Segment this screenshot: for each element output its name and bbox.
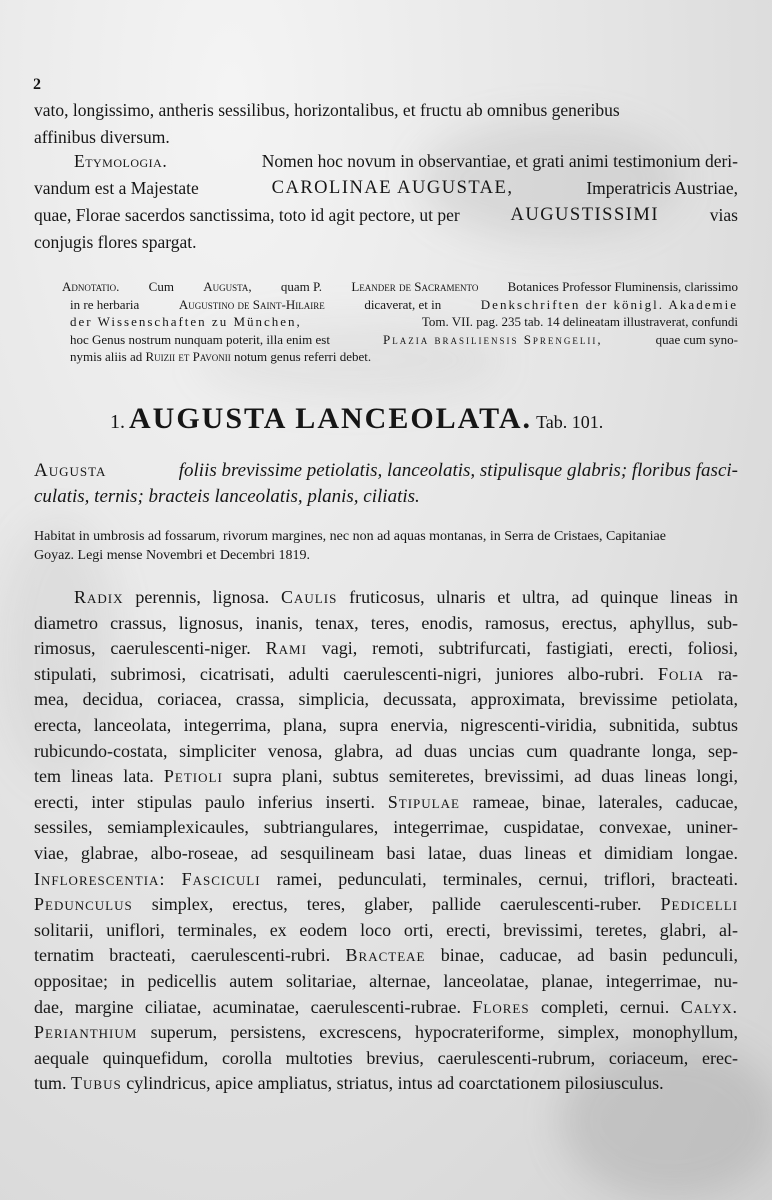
text-span: Plazia brasiliensis Sprengelii, [382, 331, 603, 347]
description-line [34, 943, 738, 969]
text-span: ternatim bracteati, caerulescenti-rubri. [34, 945, 346, 966]
habitat-paragraph [34, 527, 738, 565]
text-span: tum. [34, 1073, 72, 1094]
text-span: Nomen hoc novum in observantiae, et grati animi testimonium deri- [261, 151, 738, 171]
text-line [34, 124, 738, 151]
text-span: ra- [704, 663, 738, 684]
text-span: binae, caducae, ad basin pedunculi, [425, 945, 738, 966]
text-line [34, 97, 738, 124]
description-line [34, 764, 738, 790]
text-span: dae, margine ciliatae, acuminatae, caerulescenti-rubrae. [34, 996, 473, 1017]
text-span: vato, longissimo, antheris sessilibus, horizontalibus, et fructu ab omnibus generibus [34, 100, 620, 120]
text-span: culatis, ternis; bracteis lanceolatis, planis, ciliatis. [34, 486, 420, 507]
text-span: hoc Genus nostrum nunquam poterit, illa enim est [70, 331, 330, 347]
description-line [34, 687, 738, 713]
empress-name: CAROLINAE AUGUSTAE, [271, 178, 514, 198]
text-span: fruticosus, ulnaris et ultra, ad quinque lineas in [337, 587, 738, 607]
text-span: superum, persistens, excrescens, hypocrateriforme, simplex, monophyllum, [137, 1022, 738, 1043]
term-smallcaps: Radix [74, 587, 124, 607]
text-line [34, 175, 738, 202]
description-line [34, 790, 738, 816]
term-smallcaps: Inflorescentia: [34, 868, 166, 889]
term-smallcaps: Stipulae [387, 791, 460, 812]
text-span: oppositae; in pedicellis autem solitariae, alternae, lanceolatae, planae, integerrimae, nu- [34, 970, 738, 991]
description-line-text [34, 892, 738, 918]
text-span: Tom. VII. pag. 235 tab. 14 delineatam illustraverat, confundi [421, 314, 738, 329]
text-span: Habitat in umbrosis ad fossarum, rivorum margines, nec non ad aquas montanas, in Serra de Cristaes, Capitaniae [34, 529, 666, 544]
text-line [34, 229, 738, 256]
term-smallcaps: Calyx. [680, 996, 738, 1017]
text-line [34, 484, 738, 510]
plate-reference: Tab. 101. [536, 412, 604, 432]
text-span: rubicundo-costata, simpliciter venosa, glabra, ad duas uncias cum quadrante longa, sep- [34, 740, 738, 761]
text-span: dicaverat, et in [364, 296, 442, 312]
text-span: conjugis flores spargat. [34, 232, 197, 252]
description-line-text [34, 739, 738, 765]
description-line [34, 1020, 738, 1046]
text-span: Denkschriften der königl. Akademie [480, 296, 738, 312]
etymology-label: Etymologia. [74, 151, 168, 171]
description-line [34, 713, 738, 739]
description-line-text [34, 636, 738, 662]
description-line-text [74, 585, 738, 611]
description-line-text [34, 713, 738, 739]
description-line-text [34, 815, 738, 841]
description-line [34, 815, 738, 841]
text-line [34, 202, 738, 229]
term-smallcaps: Folia [658, 663, 705, 684]
text-line [34, 527, 738, 546]
species-heading [110, 402, 603, 436]
text-span: notum genus referri debet. [233, 349, 372, 364]
term-smallcaps: Tubus [71, 1073, 122, 1094]
text-span: ramei, pedunculati, terminales, cernui, triflori, bracteati. [260, 868, 738, 889]
text-span: viae, glabrae, albo-roseae, ad sesquilineam basi latae, duas lineas et dimidiam longae. [34, 842, 738, 863]
text-span: Leander de Sacramento [351, 279, 479, 294]
text-span: foliis brevissime petiolatis, lanceolatis, stipulisque glabris; floribus fasci- [178, 460, 738, 481]
text-span: mea, decidua, coriacea, crassa, simplicia, decussata, approximata, brevissime petiolata, [34, 689, 738, 710]
text-line [34, 148, 738, 175]
text-span: cylindricus, apice ampliatus, striatus, intus ad coarctationem pilosiusculus. [121, 1073, 664, 1094]
description-line [34, 892, 738, 918]
description-line-text [34, 1046, 738, 1072]
description-line-text [34, 969, 738, 995]
text-span: aequale quinquefidum, corolla multoties brevius, caerulescenti-rubrum, coriaceum, erec- [34, 1047, 738, 1068]
text-span [165, 869, 181, 889]
term-smallcaps: Rami [265, 638, 307, 659]
text-span: stipulati, subrimosi, cicatrisati, adulti caerulescenti-nigri, juniores albo-rubri. [34, 663, 658, 684]
description-line-text [34, 995, 738, 1021]
text-line [34, 546, 738, 565]
description-line [34, 739, 738, 765]
text-span: nymis aliis ad [70, 349, 143, 364]
text-span: quam P. [280, 279, 323, 294]
text-span: erecti, inter stipulas paulo inferius inserti. [34, 791, 388, 812]
text-span: in re herbaria [70, 296, 140, 312]
description-line [34, 611, 738, 637]
description-paragraph [34, 585, 738, 1097]
text-span: simplex, erectus, teres, glaber, pallide caerulescenti-ruber. [132, 894, 661, 915]
species-title: AUGUSTA LANCEOLATA. [129, 402, 533, 435]
description-line [34, 1071, 738, 1097]
text-line [34, 458, 738, 484]
emperor-name: AUGUSTISSIMI [510, 205, 660, 225]
text-line [62, 278, 738, 296]
term-smallcaps: Perianthium [34, 1022, 138, 1043]
intro-paragraph [34, 97, 738, 151]
species-number: 1. [110, 411, 125, 433]
description-line-text [34, 662, 738, 688]
term-smallcaps: Pedicelli [660, 894, 738, 915]
term-smallcaps: Pedunculus [34, 894, 133, 915]
text-span: solitarii, uniflori, terminales, ex eodem loco orti, erecti, brevissimi, teretes, glabri, al- [34, 919, 738, 940]
term-smallcaps: Petioli [163, 766, 223, 787]
text-line [62, 348, 738, 366]
text-span: quae, Florae sacerdos sanctissima, toto id agit pectore, ut per [34, 205, 460, 225]
description-line [34, 636, 738, 662]
text-line [62, 296, 738, 314]
text-span: Goyaz. Legi mense Novembri et Decembri 1819. [34, 548, 311, 563]
page-number: 2 [33, 76, 41, 93]
description-line [34, 918, 738, 944]
description-line [34, 662, 738, 688]
text-span: der Wissenschaften zu München, [70, 314, 302, 329]
description-line-text [34, 1020, 738, 1046]
text-span: completi, cernui. [529, 996, 681, 1017]
description-line-text [34, 841, 738, 867]
description-line [34, 969, 738, 995]
description-line [34, 995, 738, 1021]
annotation-paragraph [62, 278, 738, 366]
term-smallcaps: Fasciculi [181, 868, 261, 889]
text-span: quae cum syno- [655, 331, 738, 347]
description-line [34, 841, 738, 867]
term-smallcaps: Bracteae [345, 945, 426, 966]
description-line-text [34, 943, 738, 969]
text-span: erecta, lanceolata, integerrima, plana, supra enervia, nigrescenti-viridia, subnitida, subtus [34, 714, 738, 735]
text-span: Augusta, [203, 279, 252, 294]
text-span: Augustino de Saint-Hilaire [178, 296, 325, 312]
text-span: vagi, remoti, subtrifurcati, fastigiati, erecti, foliosi, [306, 638, 738, 659]
description-line-text [34, 918, 738, 944]
genus-name: Augusta [34, 460, 107, 481]
diagnosis-paragraph [34, 458, 738, 510]
description-line-text [34, 790, 738, 816]
description-line-text [34, 1071, 738, 1097]
description-line-text [34, 611, 738, 637]
text-span: vias [709, 205, 738, 225]
text-span: sessiles, semiamplexicaules, subtriangulares, integerrimae, cuspidatae, convexae, uniner- [34, 817, 738, 838]
text-span: vandum est a Majestate [34, 178, 199, 198]
text-line [62, 331, 738, 349]
description-line [34, 585, 738, 611]
description-line [34, 1046, 738, 1072]
text-span: Cum [148, 279, 174, 294]
term-smallcaps: Flores [472, 996, 530, 1017]
text-span: Ruizii et Pavonii [145, 349, 231, 364]
term-smallcaps: Caulis [281, 587, 338, 607]
text-span: supra plani, subtus semiteretes, brevissimi, ad duas lineas longi, [222, 766, 738, 787]
text-span: Imperatricis Austriae, [586, 178, 738, 198]
text-span: rameae, binae, laterales, caducae, [459, 791, 738, 812]
text-span: affinibus diversum. [34, 127, 170, 147]
text-span: diametro crassus, lignosus, inanis, tenax, teres, enodis, ramosus, erectus, aphyllus, sub- [34, 612, 738, 633]
description-line-text [34, 687, 738, 713]
description-line [34, 867, 738, 893]
text-span: rimosus, caerulescenti-niger. [34, 638, 266, 659]
text-line [62, 313, 738, 331]
description-line-text [34, 867, 738, 893]
text-span: Botanices Professor Fluminensis, clarissimo [507, 279, 738, 294]
text-span: tem lineas lata. [34, 766, 164, 787]
etymology-paragraph [34, 148, 738, 256]
text-span: perennis, lignosa. [123, 587, 282, 607]
annotation-label: Adnotatio. [62, 279, 120, 294]
description-line-text [34, 764, 738, 790]
